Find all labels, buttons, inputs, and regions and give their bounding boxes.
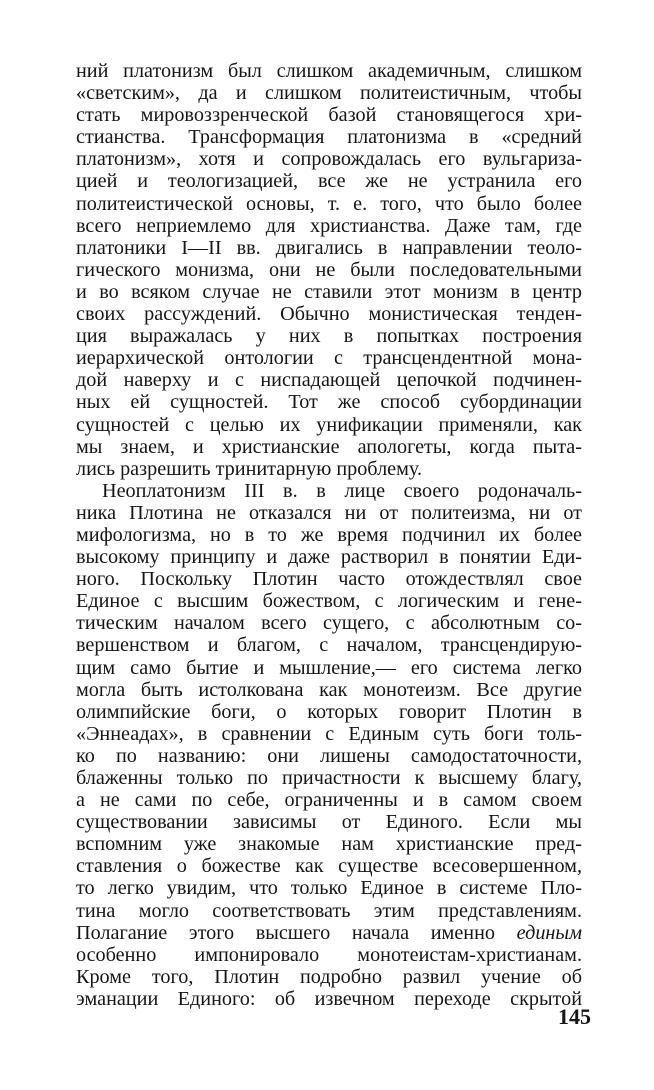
paragraph-first-line: Неоплатонизм III в. в лице своего родоначаль-	[102, 479, 582, 502]
text-line: блаженны только по причастности к высшему благу,	[76, 767, 582, 789]
text-line: иерархической онтологии с трансцендентной мона-	[76, 347, 582, 370]
page-number: 145	[558, 1004, 591, 1029]
text-line: олимпийские боги, о которых говорит Плотин в	[76, 700, 582, 723]
text-line: тина могло соответствовать этим представлениям.	[76, 899, 582, 922]
text-line: могла быть истолкована как монотеизм. Все другие	[76, 678, 582, 701]
text-line: «светским», да и слишком политеистичным, чтобы	[76, 82, 582, 105]
text-line: ний платонизм был слишком академичным, слишком	[76, 60, 582, 82]
text-line: стать мировоззренческой базой становящегося хри-	[76, 104, 582, 127]
text-line: а не сами по себе, ограниченны и в самом своем	[76, 789, 582, 812]
text-line: вершенством и благом, с началом, трансцендирую-	[76, 634, 582, 657]
body-text	[76, 60, 582, 1010]
text-line: тическим началом всего сущего, с абсолютным со-	[76, 612, 582, 635]
text-line: платонизм», хотя и сопровождалась его вульгариза-	[76, 148, 582, 171]
text-line: «Эннеадах», в сравнении с Единым суть боги толь-	[76, 722, 582, 745]
text-line: цией и теологизацией, все же не устранила его	[76, 170, 582, 193]
text-line: существовании зависимы от Единого. Если мы	[76, 811, 582, 834]
text-line: ного. Поскольку Плотин часто отождествлял свое	[76, 568, 582, 591]
text-line: ных ей сущностей. Тот же способ субординации	[76, 391, 582, 414]
text-line: ко по названию: они лишены самодостаточности,	[76, 744, 582, 767]
text-line: гического монизма, они не были последовательными	[76, 258, 582, 281]
text-line: Кроме того, Плотин подробно развил учение об	[76, 965, 582, 988]
text-line: мифологизма, но в то же время подчинил их более	[76, 523, 582, 546]
text-line: мы знаем, и христианские апологеты, когда пыта-	[76, 435, 582, 458]
text-line: сущностей с целью их унификации применяли, как	[76, 413, 582, 436]
text-line: платоники I—II вв. двигались в направлении теоло-	[76, 236, 582, 259]
text-line: своих рассуждений. Обычно монистическая тенден-	[76, 303, 582, 326]
text-line: стианства. Трансформация платонизма в «средний	[76, 126, 582, 149]
emphasis-word: единым	[516, 921, 582, 944]
text-line: ника Плотина не отказался ни от политеизма, ни от	[76, 501, 582, 524]
text-line-segment: Полагание этого высшего начала именно	[76, 921, 495, 944]
text-line-with-emphasis	[76, 922, 582, 944]
text-line: вспомним уже знакомые нам христианские пред-	[76, 833, 582, 856]
text-line: политеистической основы, т. е. того, что было более	[76, 192, 582, 215]
text-line: ставления о божестве как существе всесовершенном,	[76, 855, 582, 878]
text-line: высокому принципу и даже растворил в понятии Еди-	[76, 546, 582, 569]
text-line: дой наверху и с ниспадающей цепочкой подчинен-	[76, 369, 582, 392]
text-line: особенно импонировало монотеистам-христианам.	[76, 943, 582, 966]
text-line: всего неприемлемо для христианства. Даже там, где	[76, 214, 582, 237]
text-line: то легко увидим, что только Единое в системе Пло-	[76, 877, 582, 900]
text-line: эманации Единого: об извечном переходе скрытой	[76, 987, 582, 1010]
text-line: Единое с высшим божеством, с логическим и гене-	[76, 590, 582, 613]
text-line: ция выражалась у них в попытках построения	[76, 325, 582, 348]
paragraph-end-line: лись разрешить тринитарную проблему.	[76, 457, 423, 480]
text-line: щим само бытие и мышление,— его система легко	[76, 656, 582, 679]
text-line: и во всяком случае не ставили этот монизм в центр	[76, 280, 582, 303]
